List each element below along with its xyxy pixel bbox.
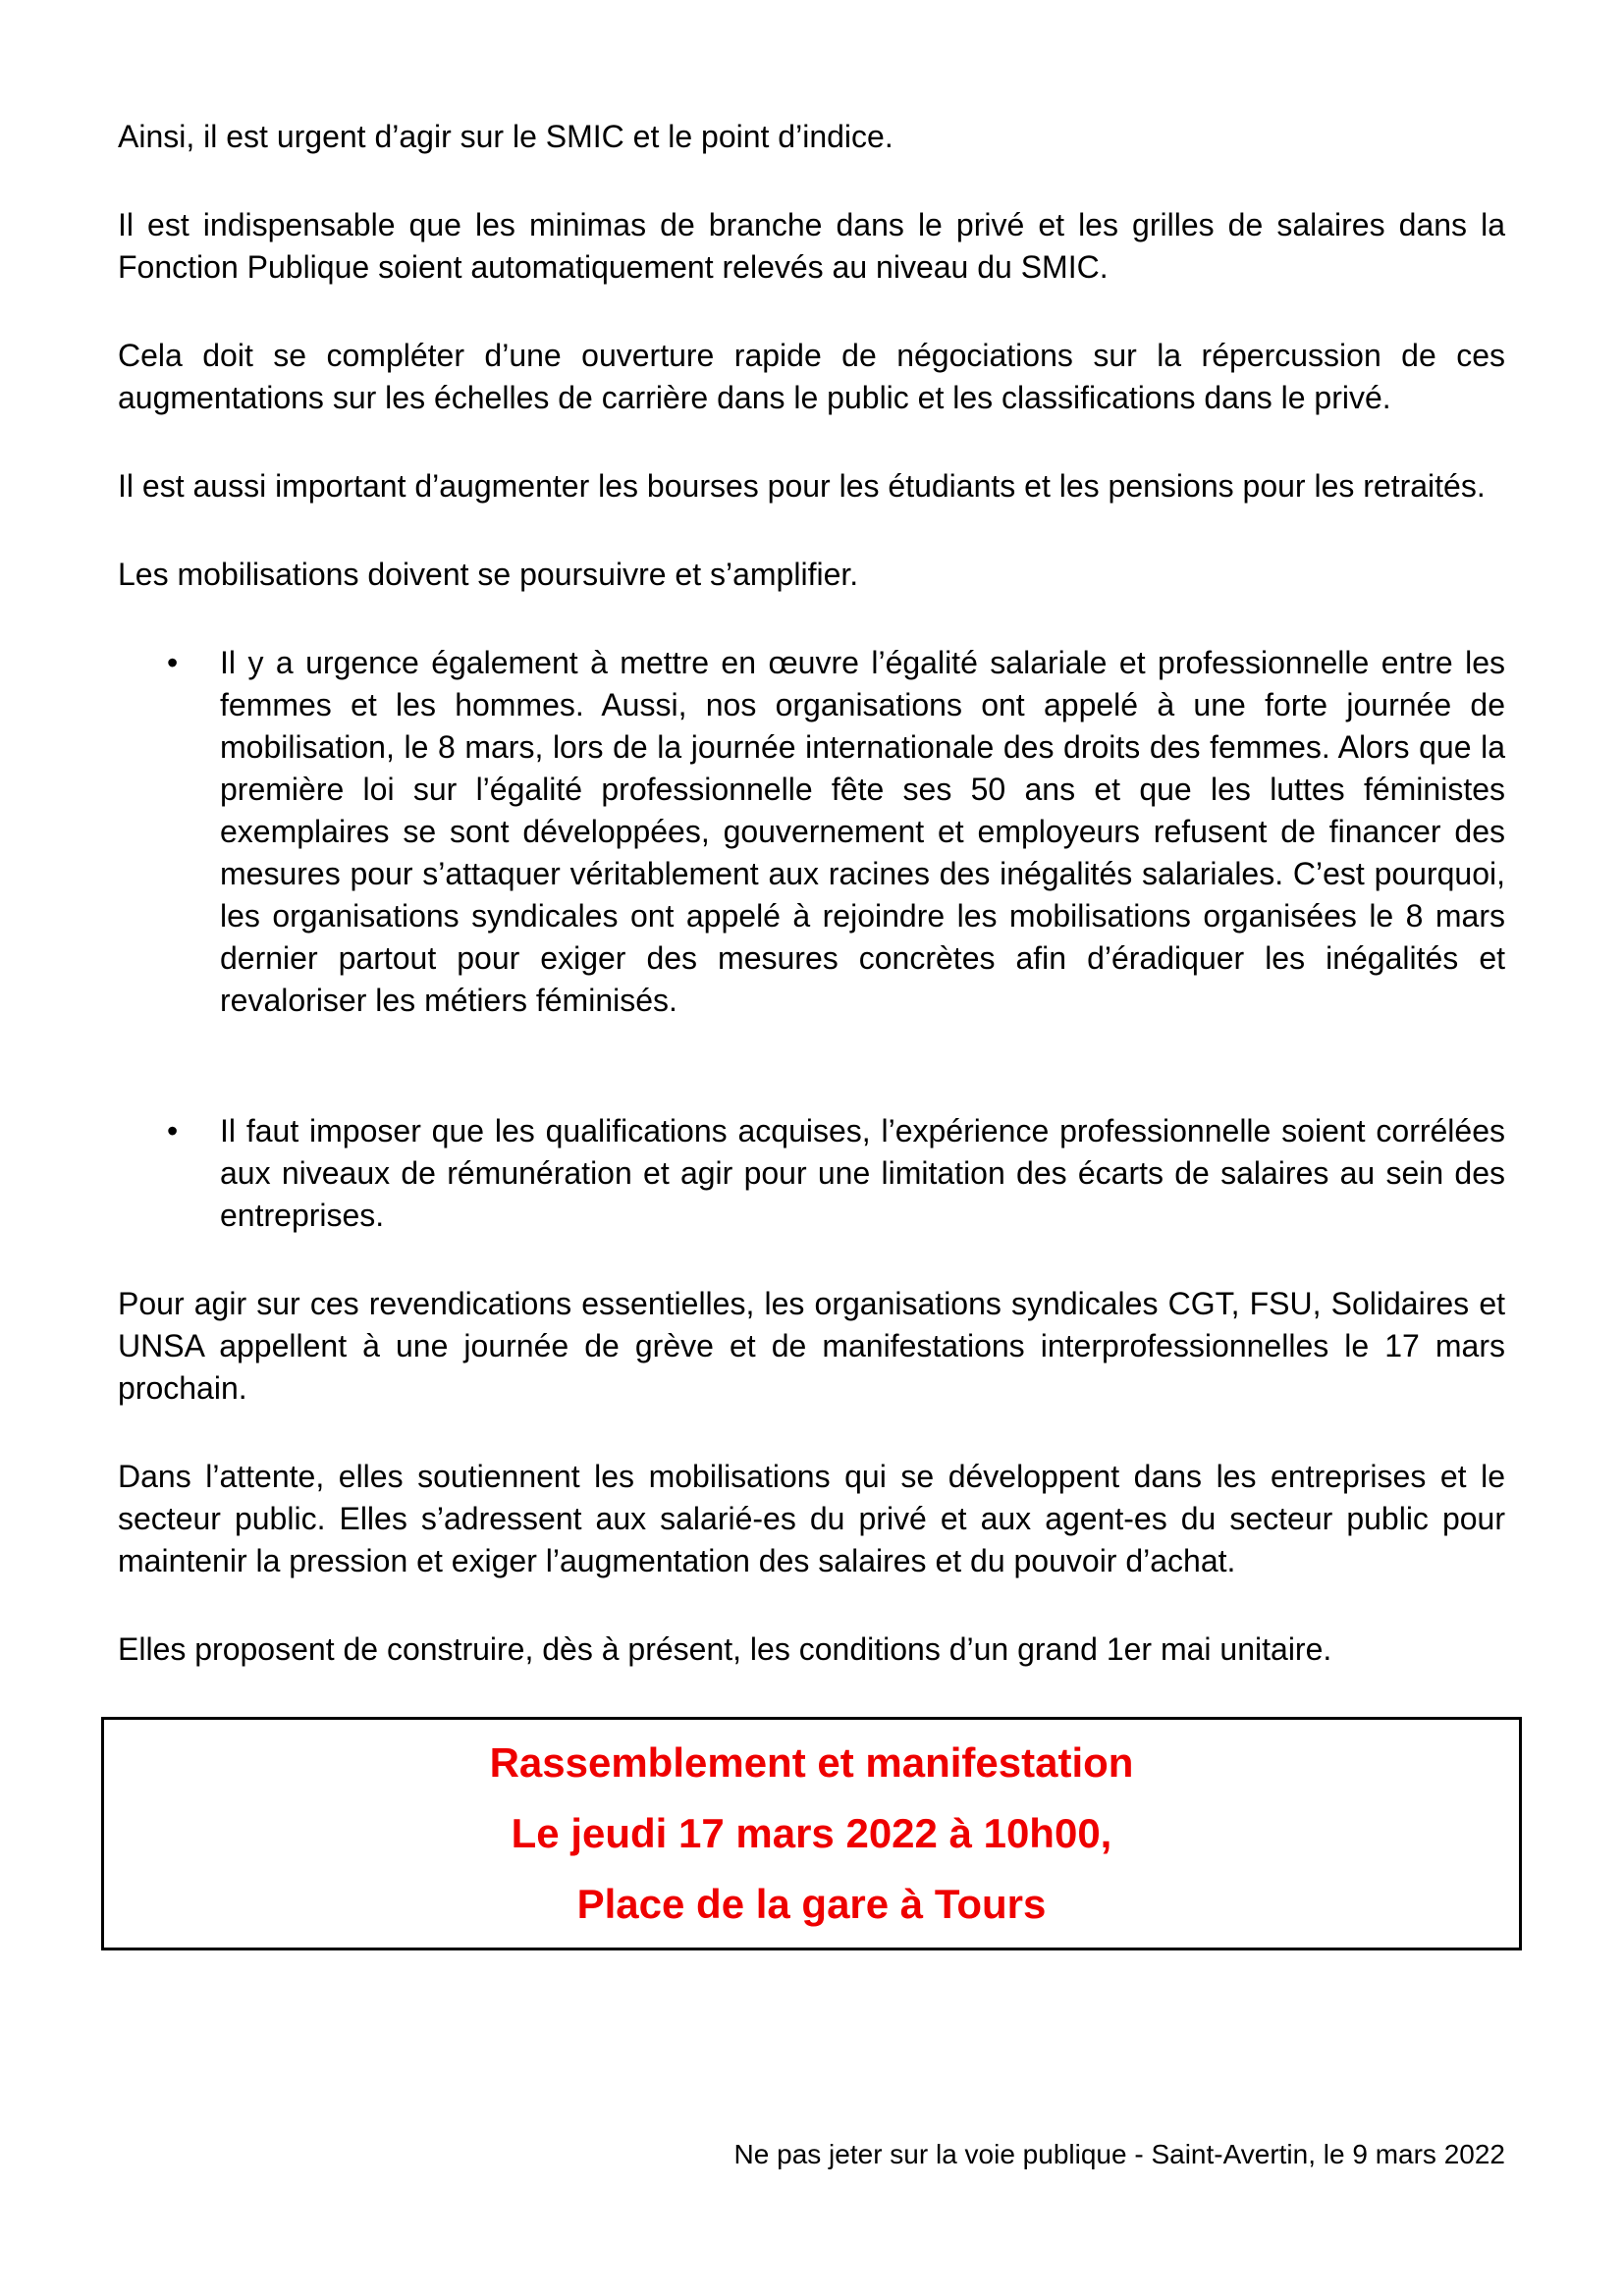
paragraph: Ainsi, il est urgent d’agir sur le SMIC et le point d’indice.	[118, 119, 893, 154]
bullet-list	[118, 642, 1505, 1237]
announcement-line-place: Place de la gare à Tours	[576, 1881, 1047, 1927]
announcement-line-datetime: Le jeudi 17 mars 2022 à 10h00,	[511, 1810, 1112, 1856]
announcement-line-title: Rassemblement et manifestation	[489, 1739, 1134, 1786]
paragraph: Il est indispensable que les minimas de branche dans le privé et les grilles de salaires dans la Fonction Publique soient automatiquement relevés au niveau du SMIC.	[118, 207, 1505, 285]
paragraph: Pour agir sur ces revendications essentielles, les organisations syndicales CGT, FSU, Solidaires et UNSA appellent à une journée de grève et de manifestations interprofessionnelles le 17 mars prochain.	[118, 1286, 1505, 1406]
bullet-text: Il faut imposer que les qualifications acquises, l’expérience professionnelle soient corrélées aux niveaux de rémunération et agir pour une limitation des écarts de salaires au sein des entreprises.	[220, 1113, 1505, 1233]
bullet-icon: •	[167, 645, 179, 680]
paragraph: Il est aussi important d’augmenter les bourses pour les étudiants et les pensions pour les retraités.	[118, 468, 1486, 504]
announcement-box	[101, 1717, 1522, 1950]
bullet-item	[118, 642, 1505, 1022]
bullet-icon: •	[167, 1113, 179, 1148]
footer-note: Ne pas jeter sur la voie publique - Saint-Avertin, le 9 mars 2022	[733, 2139, 1505, 2169]
paragraph: Cela doit se compléter d’une ouverture rapide de négociations sur la répercussion de ces augmentations sur les échelles de carrière dans le public et les classifications dans le privé.	[118, 338, 1505, 415]
paragraph: Elles proposent de construire, dès à présent, les conditions d’un grand 1er mai unitaire.	[118, 1631, 1332, 1667]
bullet-item	[118, 1110, 1505, 1237]
paragraph: Les mobilisations doivent se poursuivre et s’amplifier.	[118, 557, 859, 592]
bullet-text: Il y a urgence également à mettre en œuvre l’égalité salariale et professionnelle entre les femmes et les hommes. Aussi, nos organisations ont appelé à une forte journée de mobilisation, le 8 mars, lors de la journée internationale des droits des femmes. Alors que la première loi sur l’égalité professionnelle fête ses 50 ans et que les luttes féministes exemplaires se sont développées, gouvernement et employeurs refusent de financer des mesures pour s’attaquer véritablement aux racines des inégalités salariales. C’est pourquoi, les organisations syndicales ont appelé à rejoindre les mobilisations organisées le 8 mars dernier partout pour exiger des mesures concrètes afin d’éradiquer les inégalités et revaloriser les métiers féminisés.	[220, 645, 1505, 1018]
paragraph: Dans l’attente, elles soutiennent les mobilisations qui se développent dans les entreprises et le secteur public. Elles s’adressent aux salarié-es du privé et aux agent-es du secteur public pour maintenir la pression et exiger l’augmentation des salaires et du pouvoir d’achat.	[118, 1459, 1505, 1578]
